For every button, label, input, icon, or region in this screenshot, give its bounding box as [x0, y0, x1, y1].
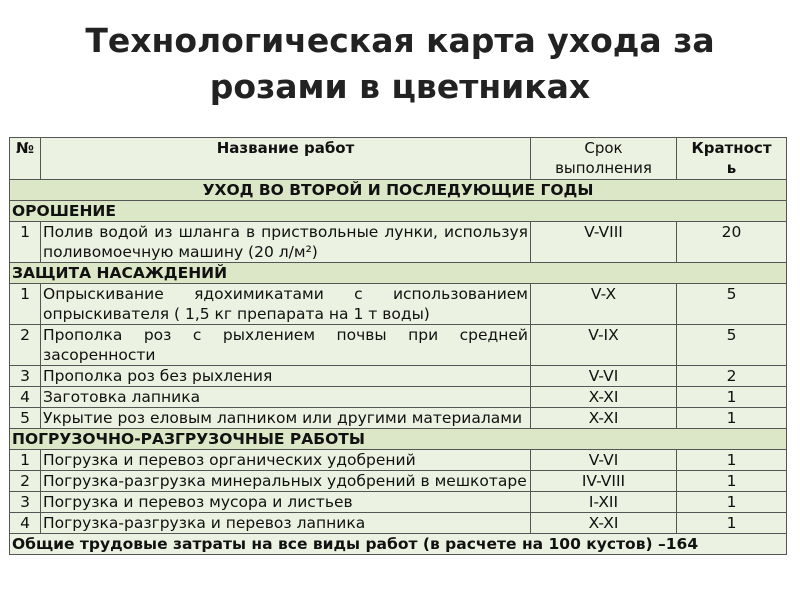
header-freq-line-1: Кратност — [691, 139, 772, 157]
header-name: Название работ — [41, 138, 531, 180]
row-num: 4 — [10, 387, 41, 408]
row-num: 5 — [10, 408, 41, 429]
footer-cell — [10, 534, 787, 555]
header-term — [531, 138, 677, 180]
row-term: X-XI — [531, 513, 677, 534]
table-row — [10, 450, 787, 471]
row-term: X-XI — [531, 387, 677, 408]
section-row — [10, 263, 787, 284]
section-label: ЗАЩИТА НАСАЖДЕНИЙ — [10, 263, 787, 284]
row-num: 1 — [10, 450, 41, 471]
row-num: 2 — [10, 325, 41, 366]
table-row — [10, 513, 787, 534]
row-num: 4 — [10, 513, 41, 534]
row-term: V-VI — [531, 366, 677, 387]
row-term: IV-VIII — [531, 471, 677, 492]
table-row — [10, 471, 787, 492]
row-num: 2 — [10, 471, 41, 492]
row-freq: 1 — [677, 450, 787, 471]
table-row — [10, 222, 787, 263]
footer-bold: Общие трудовые затраты — [12, 535, 246, 553]
row-num: 3 — [10, 366, 41, 387]
row-freq: 20 — [677, 222, 787, 263]
table-header-row — [10, 138, 787, 180]
section-label: ОРОШЕНИЕ — [10, 201, 787, 222]
row-name: Прополка роз с рыхлением почвы при средней засоренности — [41, 325, 531, 366]
row-term: V-VIII — [531, 222, 677, 263]
row-freq: 1 — [677, 513, 787, 534]
row-freq: 1 — [677, 492, 787, 513]
page-title — [0, 18, 800, 110]
header-freq — [677, 138, 787, 180]
header-freq-line-2: ь — [726, 159, 737, 177]
header-num: № — [10, 138, 41, 180]
footer-row — [10, 534, 787, 555]
care-schedule-table — [9, 137, 787, 555]
section-row — [10, 201, 787, 222]
title-line-1: Технологическая карта ухода за — [85, 21, 715, 60]
main-section-label: УХОД ВО ВТОРОЙ И ПОСЛЕДУЮЩИЕ ГОДЫ — [10, 180, 787, 201]
table-row — [10, 366, 787, 387]
row-freq: 1 — [677, 408, 787, 429]
row-name: Прополка роз без рыхления — [41, 366, 531, 387]
table-row — [10, 492, 787, 513]
row-term: I-XII — [531, 492, 677, 513]
row-freq: 5 — [677, 325, 787, 366]
row-freq: 1 — [677, 387, 787, 408]
row-name: Погрузка-разгрузка и перевоз лапника — [41, 513, 531, 534]
table-row — [10, 387, 787, 408]
header-term-line-1: Срок — [584, 139, 623, 157]
row-num: 1 — [10, 222, 41, 263]
row-name: Погрузка и перевоз органических удобрений — [41, 450, 531, 471]
row-freq: 2 — [677, 366, 787, 387]
row-name: Опрыскивание ядохимикатами с использованием опрыскивателя ( 1,5 кг препарата на 1 т воды) — [41, 284, 531, 325]
table-body — [10, 201, 787, 534]
footer-text: на все виды работ (в расчете на 100 кустов) –164 — [246, 535, 699, 553]
row-name: Полив водой из шланга в приствольные лунки, используя поливомоечную машину (20 л/м²) — [41, 222, 531, 263]
table-row — [10, 284, 787, 325]
row-name: Заготовка лапника — [41, 387, 531, 408]
row-term: X-XI — [531, 408, 677, 429]
main-section-row — [10, 180, 787, 201]
row-name: Погрузка-разгрузка минеральных удобрений в мешкотаре — [41, 471, 531, 492]
row-num: 1 — [10, 284, 41, 325]
title-line-2: розами в цветниках — [209, 67, 591, 106]
section-label: ПОГРУЗОЧНО-РАЗГРУЗОЧНЫЕ РАБОТЫ — [10, 429, 787, 450]
row-name: Погрузка и перевоз мусора и листьев — [41, 492, 531, 513]
row-term: V-IX — [531, 325, 677, 366]
row-name: Укрытие роз еловым лапником или другими материалами — [41, 408, 531, 429]
row-term: V-X — [531, 284, 677, 325]
row-freq: 5 — [677, 284, 787, 325]
section-row — [10, 429, 787, 450]
row-num: 3 — [10, 492, 41, 513]
row-term: V-VI — [531, 450, 677, 471]
table-row — [10, 408, 787, 429]
table-row — [10, 325, 787, 366]
header-term-line-2: выполнения — [555, 159, 652, 177]
row-freq: 1 — [677, 471, 787, 492]
